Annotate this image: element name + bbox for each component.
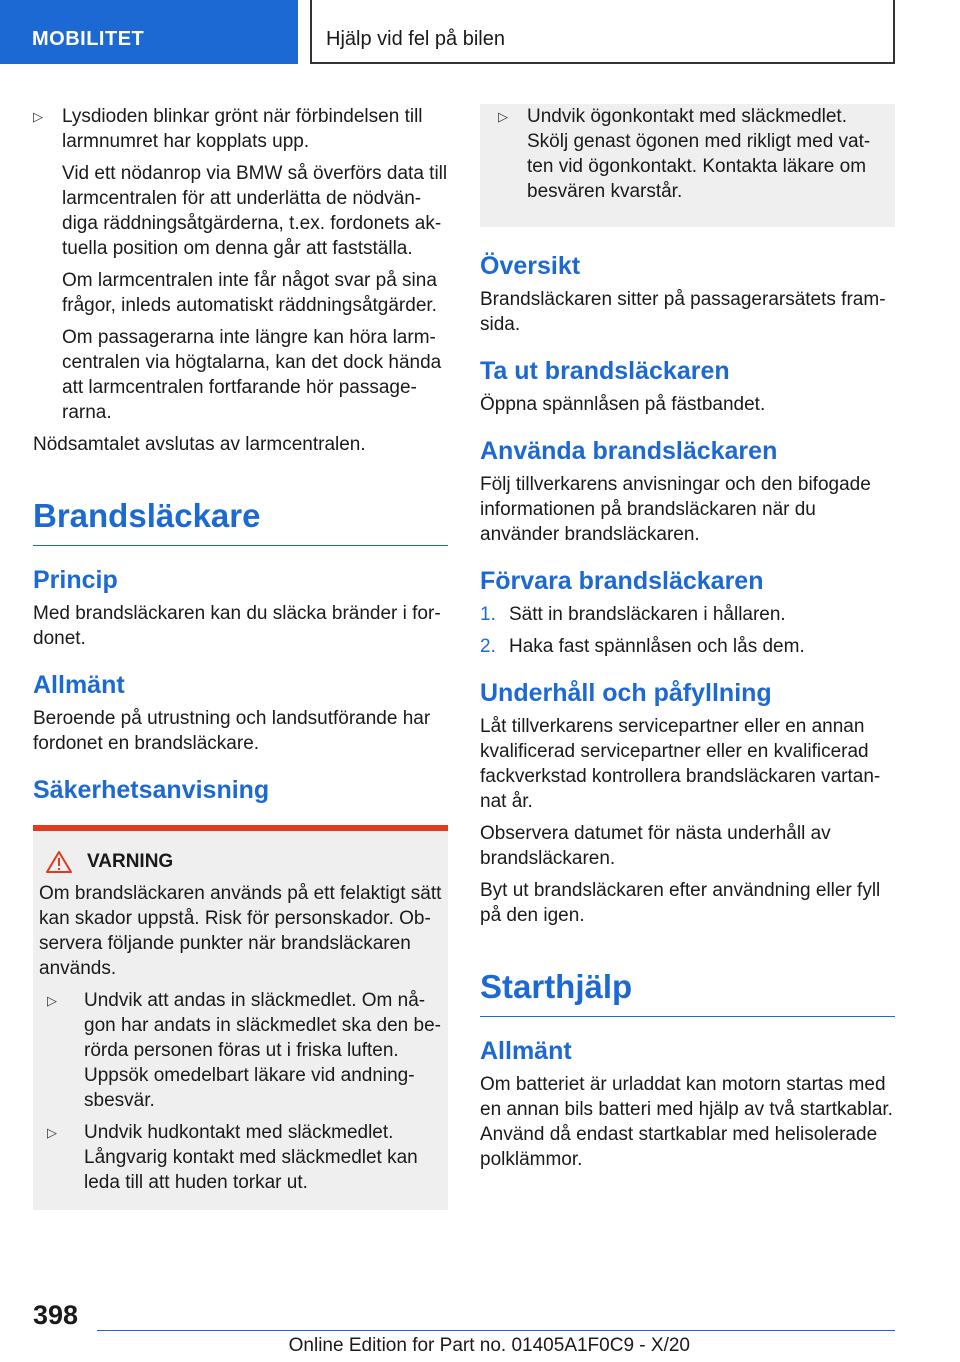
paragraph: Om larmcentralen inte får något svar på sina frågor, inleds automatiskt räddningsåtgärder. <box>62 270 437 316</box>
step-item <box>480 602 895 627</box>
paragraph: Med brandsläckaren kan du släcka bränder i fordonet. <box>33 603 441 649</box>
section-heading: Använda brandsläckaren <box>480 437 778 465</box>
step-item <box>480 634 895 659</box>
section-heading: Förvara brandsläckaren <box>480 567 764 595</box>
paragraph: Observera datumet för nästa underhåll av brandsläckaren. <box>480 823 831 869</box>
paragraph: Brandsläckaren sitter på passagerarsätets framsida. <box>480 289 886 335</box>
paragraph: Följ tillverkarens anvisningar och den bifogade informationen på brandsläckaren när du använder brandsläckaren. <box>480 474 871 545</box>
steps-list <box>480 602 895 659</box>
section-heading: Allmänt <box>480 1037 572 1065</box>
step-number: 1. <box>480 604 496 625</box>
step-text: Haka fast spännlåsen och lås dem. <box>509 636 805 657</box>
warning-box-continued <box>480 104 895 227</box>
bullet-item: ▷ Lysdioden blinkar grönt när förbindelsen till larmnumret har kopplats upp. <box>33 104 448 154</box>
left-column <box>33 104 448 1210</box>
paragraph: Låt tillverkarens servicepartner eller en annan kvalificerad servicepartner eller en kvalificerad fackverkstad kontrollera brandsläckaren vartannat år. <box>480 716 881 812</box>
warning-bullet: ▷ Undvik hudkontakt med släckmedlet. Långvarig kontakt med släckmedlet kan leda till att huden torkar ut. <box>47 1120 442 1195</box>
section-heading: Underhåll och påfyllning <box>480 679 772 707</box>
section-tab: MOBILITET <box>0 0 298 64</box>
warning-box <box>33 825 448 1210</box>
section-heading: Säkerhetsanvisning <box>33 776 270 804</box>
warning-text: Om brandsläckaren används på ett felaktigt sätt kan skador uppstå. Risk för personskador. Observera följande punkter när brandsläckaren används. <box>39 883 442 979</box>
paragraph: Byt ut brandsläckaren efter användning eller fyll på den igen. <box>480 880 881 926</box>
paragraph: Om passagerarna inte längre kan höra larmcentralen via högtalarna, kan det dock hända att larmcentralen fortfarande hör passagerarna. <box>62 327 442 423</box>
warning-bullet: ▷ Undvik ögonkontakt med släckmedlet. Skölj genast ögonen med rikligt med vatten vid ögonkontakt. Kontakta läkare om besvären kvarstår. <box>498 104 885 204</box>
section-heading: Översikt <box>480 252 581 280</box>
chapter-heading: Brandsläckare <box>33 497 448 546</box>
step-number: 2. <box>480 636 496 657</box>
right-column <box>480 104 895 1179</box>
page-number: 398 <box>33 1300 79 1330</box>
step-text: Sätt in brandsläckaren i hållaren. <box>509 604 786 625</box>
chapter-title: Hjälp vid fel på bilen <box>310 0 895 64</box>
paragraph: Nödsamtalet avslutas av larmcentralen. <box>33 434 366 455</box>
warning-header <box>39 849 442 874</box>
chapter-heading: Starthjälp <box>480 968 895 1017</box>
warning-label: VARNING <box>87 851 174 872</box>
section-heading: Ta ut brandsläckaren <box>480 357 730 385</box>
warning-triangle-icon <box>45 850 73 874</box>
footer-rule <box>97 1330 895 1331</box>
warning-bullet: ▷ Undvik att andas in släckmedlet. Om någon har andats in släckmedlet ska den berörda personen föras ut i friska luften. Uppsök omedelbart läkare vid andningsbesvär. <box>47 988 442 1113</box>
footer-edition: Online Edition for Part no. 01405A1F0C9 - X/20 <box>288 1335 690 1356</box>
paragraph: Vid ett nödanrop via BMW så överförs data till larmcentralen för att underlätta de nödvändiga räddningsåtgärderna, t.ex. fordonets aktuella position om denna går att fastställa. <box>62 163 448 259</box>
paragraph: Om batteriet är urladdat kan motorn startas med en annan bils batteri med hjälp av två startkablar. Använd då endast startkablar med helisolerade polklämmor. <box>480 1074 893 1170</box>
section-heading: Princip <box>33 566 118 594</box>
paragraph: Öppna spännlåsen på fästbandet. <box>480 394 766 415</box>
section-heading: Allmänt <box>33 671 125 699</box>
paragraph: Beroende på utrustning och landsutförande har fordonet en brandsläckare. <box>33 708 431 754</box>
